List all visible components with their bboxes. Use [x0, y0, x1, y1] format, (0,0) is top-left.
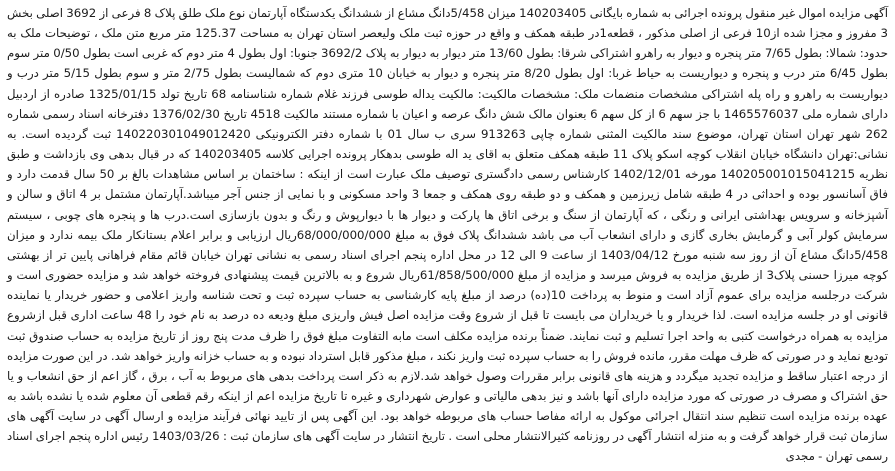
auction-notice-text: آگهی مزایده اموال غیر منقول پرونده اجرائی به شماره بایگانی 140203405 میزان 5/458دانگ مشاع از ششدانگ یکدستگاه آپارتمان نوع ملک طلق پلاک 8 فرعی از 3692 اصلی بخش 3 مفروز و مجزا شده از10 فرعی از اصلی مذکور ، قطعه1در طبقه همکف و واقع در حوزه ثبت ملک ولیعصر استان تهران به مساحت 125.37 متر مربع متن ملک ، توضیحات ملک به حدود: شمالا: بطول 7/65 متر پنجره و دیوار به راهرو اشتراکی شرقا: بطول 13/60 متر دیوار به دیوار به پلاک 3692/2 جنوبا: اول بطول 4 متر دوم که غربی است بطول 0/50 متر سوم بطول 6/45 متر درب و پنجره و دیواریست به حیاط غربا: اول بطول 8/20 متر پنجره و دیوار به خیابان 10 متری دوم که شمالیست بطول 2/75 متر و سوم بطول 5/15 متر درب و دیواریست به راهرو و راه پله اشتراکی مشخصات منضمات ملک: مشخصات مالکیت: مالکیت یداله طوسی فرزند غلام شماره شناسنامه 68 تاریخ تولد 1325/01/15 صادره از اردبیل دارای شماره ملی 1465576037 با جز سهم 6 از کل سهم 6 بعنوان مالک شش دانگ عرصه و اعیان با شماره مستند مالکیت 4518 تاریخ 1376/02/30 دفترخانه اسناد رسمی شماره 262 شهر تهران استان تهران، موضوع سند مالکیت المثنی شماره چاپی 913263 سری ب سال 01 با شماره دفتر الکترونیکی 140220301049012420 ثبت گردیده است. به نشانی:تهران دانشگاه خیابان انقلاب کوچه اسکو پلاک 11 طبقه همکف متعلق به اقای ید اله طوسی بدهکار پرونده اجرایی کلاسه 140203405 که در قبال بدهی وی بازداشت و طبق نظریه 140205001015041215 مورخه 1402/12/01 کارشناس رسمی دادگستری توصیف ملک عبارت است از اینکه : ساختمان بر اساس مشاهدات بالغ بر 50 سال قدمت دارد و فاق آسانسور بوده و احداثی در 4 طبقه شامل زیرزمین و همکف و دو طبقه روی همکف و جمعا 3 واحد مسکونی و با نمایی از جنس آجر میباشد.آپارتمان مشتمل بر 4 اتاق و سالن و آشپزخانه و سرویس بهداشتی ایرانی و رنگی ، که آپارتمان از سنگ و برخی اتاق ها پارکت و دیوار ها با دیوارپوش و رنگ و بدون بازسازی است.درب ها و پنجره های چوبی ، سیستم سرمایش کولر آبی و گرمایش بخاری گازی و دارای انشعاب آب می باشد ششدانگ پلاک فوق به مبلغ 68/000/000/000ریال ارزیابی و برابر اعلام بستانکار ملک بیمه ندارد و میزان 5/458دانگ مشاع آن از روز سه شنبه مورخ 1403/04/12 از ساعت 9 الی 12 در محل اداره پنجم اجرای اسناد رسمی به نشانی تهران خیابان قائم مقام فراهانی پایین تر از بهشتی کوچه میرزا حسنی پلاک3 از طریق مزایده به فروش میرسد و مزایده از مبلغ 61/858/500/000ریال شروع و به بالاترین قیمت پیشنهادی فروخته خواهد شد و مزایده حضوری است و شرکت درجلسه مزایده برای عموم آزاد است و منوط به پرداخت 10(ده) درصد از مبلغ پایه کارشناسی به حساب سپرده ثبت و تحت شناسه واریز اعلامی و حضور خریدار یا نماینده قانونی او در جلسه مزایده است. لذا خریدار و یا خریداران می بایست تا قبل از شروع وقت مزایده اصل فیش واریزی مبلغ ودیعه ده درصد به نام خود را 48 ساعت اداری قبل ازشروع مزایده به همراه درخواست کتبی به واحد اجرا تسلیم و ثبت نمایند. ضمناً برنده مزایده مکلف است مابه التفاوت مبلغ فوق را ظرف مدت پنج روز از تاریخ مزایده به حساب صندوق ثبت تودیع نماید و در صورتی که ظرف مهلت مقرر، مانده فروش را به حساب سپرده ثبت واریز نکند ، مبلغ مذکور قابل استرداد نبوده و به حساب خزانه واریز خواهد شد. در این صورت مزایده از درجه اعتبار ساقط و مزایده تجدید میگردد و هزینه های قانونی برابر مقررات وصول خواهد شد.لازم به ذکر است پرداخت بدهی های مربوط به آب ، برق ، گاز اعم از حق انشعاب و یا حق اشتراک و مصرف در صورتی که مورد مزایده دارای آنها باشد و نیز بدهی مالیاتی و عوارض شهرداری و غیره تا تاریخ مزایده اعم از اینکه رقم قطعی آن معلوم شده یا نشده باشد به عهده برنده مزایده است تنظیم سند انتقال اجرائی موکول به ارائه مفاصا حساب های مربوطه خواهد بود. این آگهی پس از تایید نهائی فرآیند مزایده و ارسال آگهی در سایت آگهی های سازمان ثبت قرار خواهد گرفت و به منزله انتشار آگهی در روزنامه کثیرالانتشار محلی است . تاریخ انتشار در سایت آگهی های سازمان ثبت : 1403/03/26 رئیس اداره پنجم اجرای اسناد رسمی تهران - مجدی — [7, 6, 889, 464]
